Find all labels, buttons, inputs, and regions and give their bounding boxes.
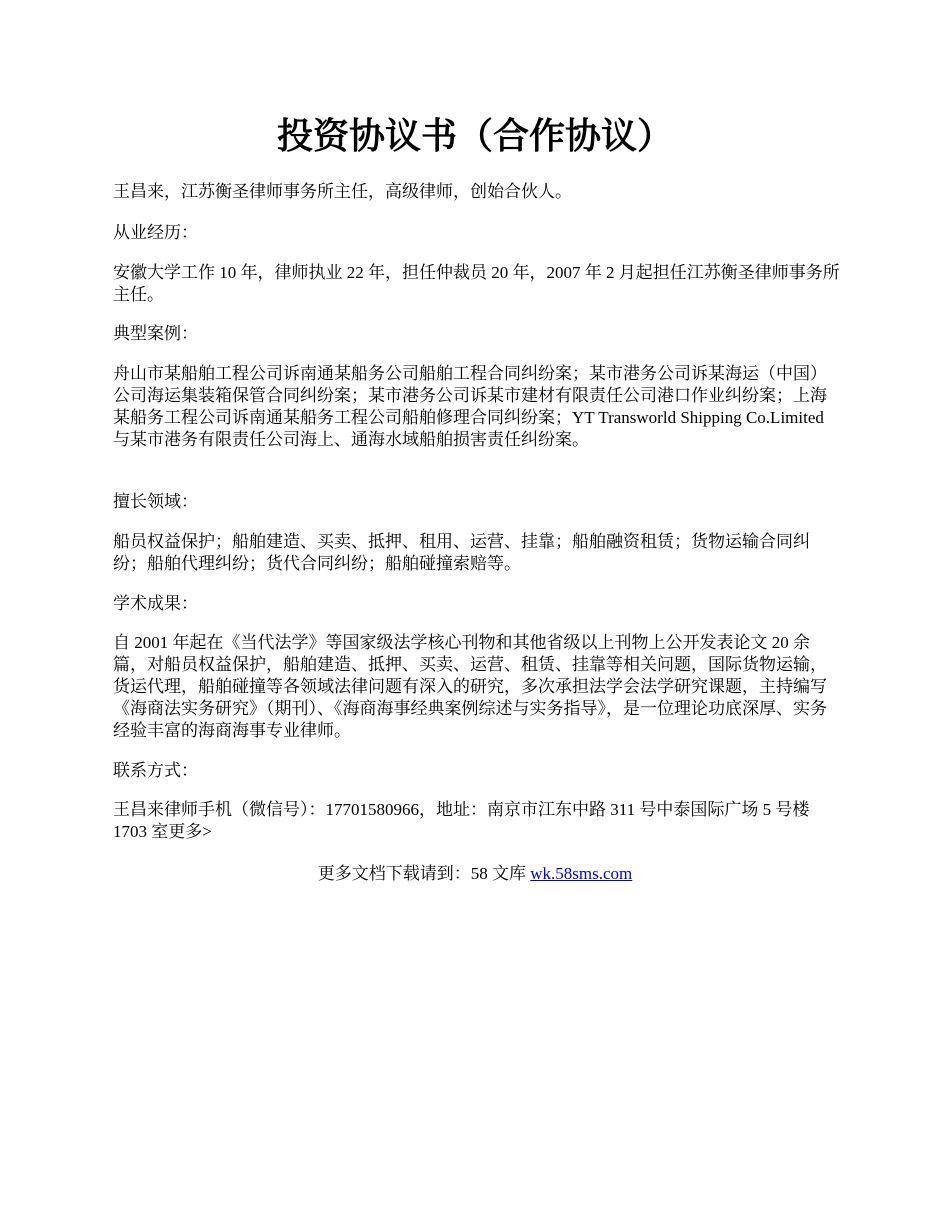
experience-paragraph: 安徽大学工作 10 年，律师执业 22 年，担任仲裁员 20 年，2007 年 2 月起担任江苏衡圣律师事务所主任。 xyxy=(113,263,840,304)
academic-heading: 学术成果： xyxy=(113,594,198,613)
footer-prefix: 更多文档下载请到：58 文库 xyxy=(317,864,531,883)
cases-paragraph: 舟山市某船舶工程公司诉南通某船务公司船舶工程合同纠纷案；某市港务公司诉某海运（中国）公司海运集装箱保管合同纠纷案；某市港务公司诉某市建材有限责任公司港口作业纠纷案；上海某船务工程公司诉南通某船务工程公司船舶修理合同纠纷案；YT Transworld Shipping Co.Limited 与某市港务有限责任公司海上、通海水域船舶损害责任纠纷案。 xyxy=(113,364,827,449)
download-footer xyxy=(0,863,950,885)
contact-heading: 联系方式： xyxy=(113,761,198,780)
site-link[interactable]: wk.58sms.com xyxy=(530,864,633,883)
academic-paragraph: 自 2001 年起在《当代法学》等国家级法学核心刊物和其他省级以上刊物上公开发表论文 20 余篇，对船员权益保护，船舶建造、抵押、买卖、运营、租赁、挂靠等相关问题，国际货物运输，货运代理，船舶碰撞等各领域法律问题有深入的研究，多次承担法学会法学研究课题，主持编写《海商法实务研究》（期刊）、《海商海事经典案例综述与实务指导》，是一位理论功底深厚、实务经验丰富的海商海事专业律师。 xyxy=(113,633,827,740)
experience-heading: 从业经历： xyxy=(113,223,198,242)
contact-paragraph: 王昌来律师手机（微信号）：17701580966，地址：南京市江东中路 311 号中泰国际广场 5 号楼 1703 室更多> xyxy=(113,800,810,841)
document-title: 投资协议书（合作协议） xyxy=(276,116,673,156)
intro-paragraph: 王昌来，江苏衡圣律师事务所主任，高级律师，创始合伙人。 xyxy=(113,182,572,201)
expertise-heading: 擅长领域： xyxy=(113,492,198,511)
cases-heading: 典型案例： xyxy=(113,324,198,343)
expertise-paragraph: 船员权益保护；船舶建造、买卖、抵押、租用、运营、挂靠；船舶融资租赁；货物运输合同纠纷；船舶代理纠纷；货代合同纠纷；船舶碰撞索赔等。 xyxy=(113,532,810,573)
